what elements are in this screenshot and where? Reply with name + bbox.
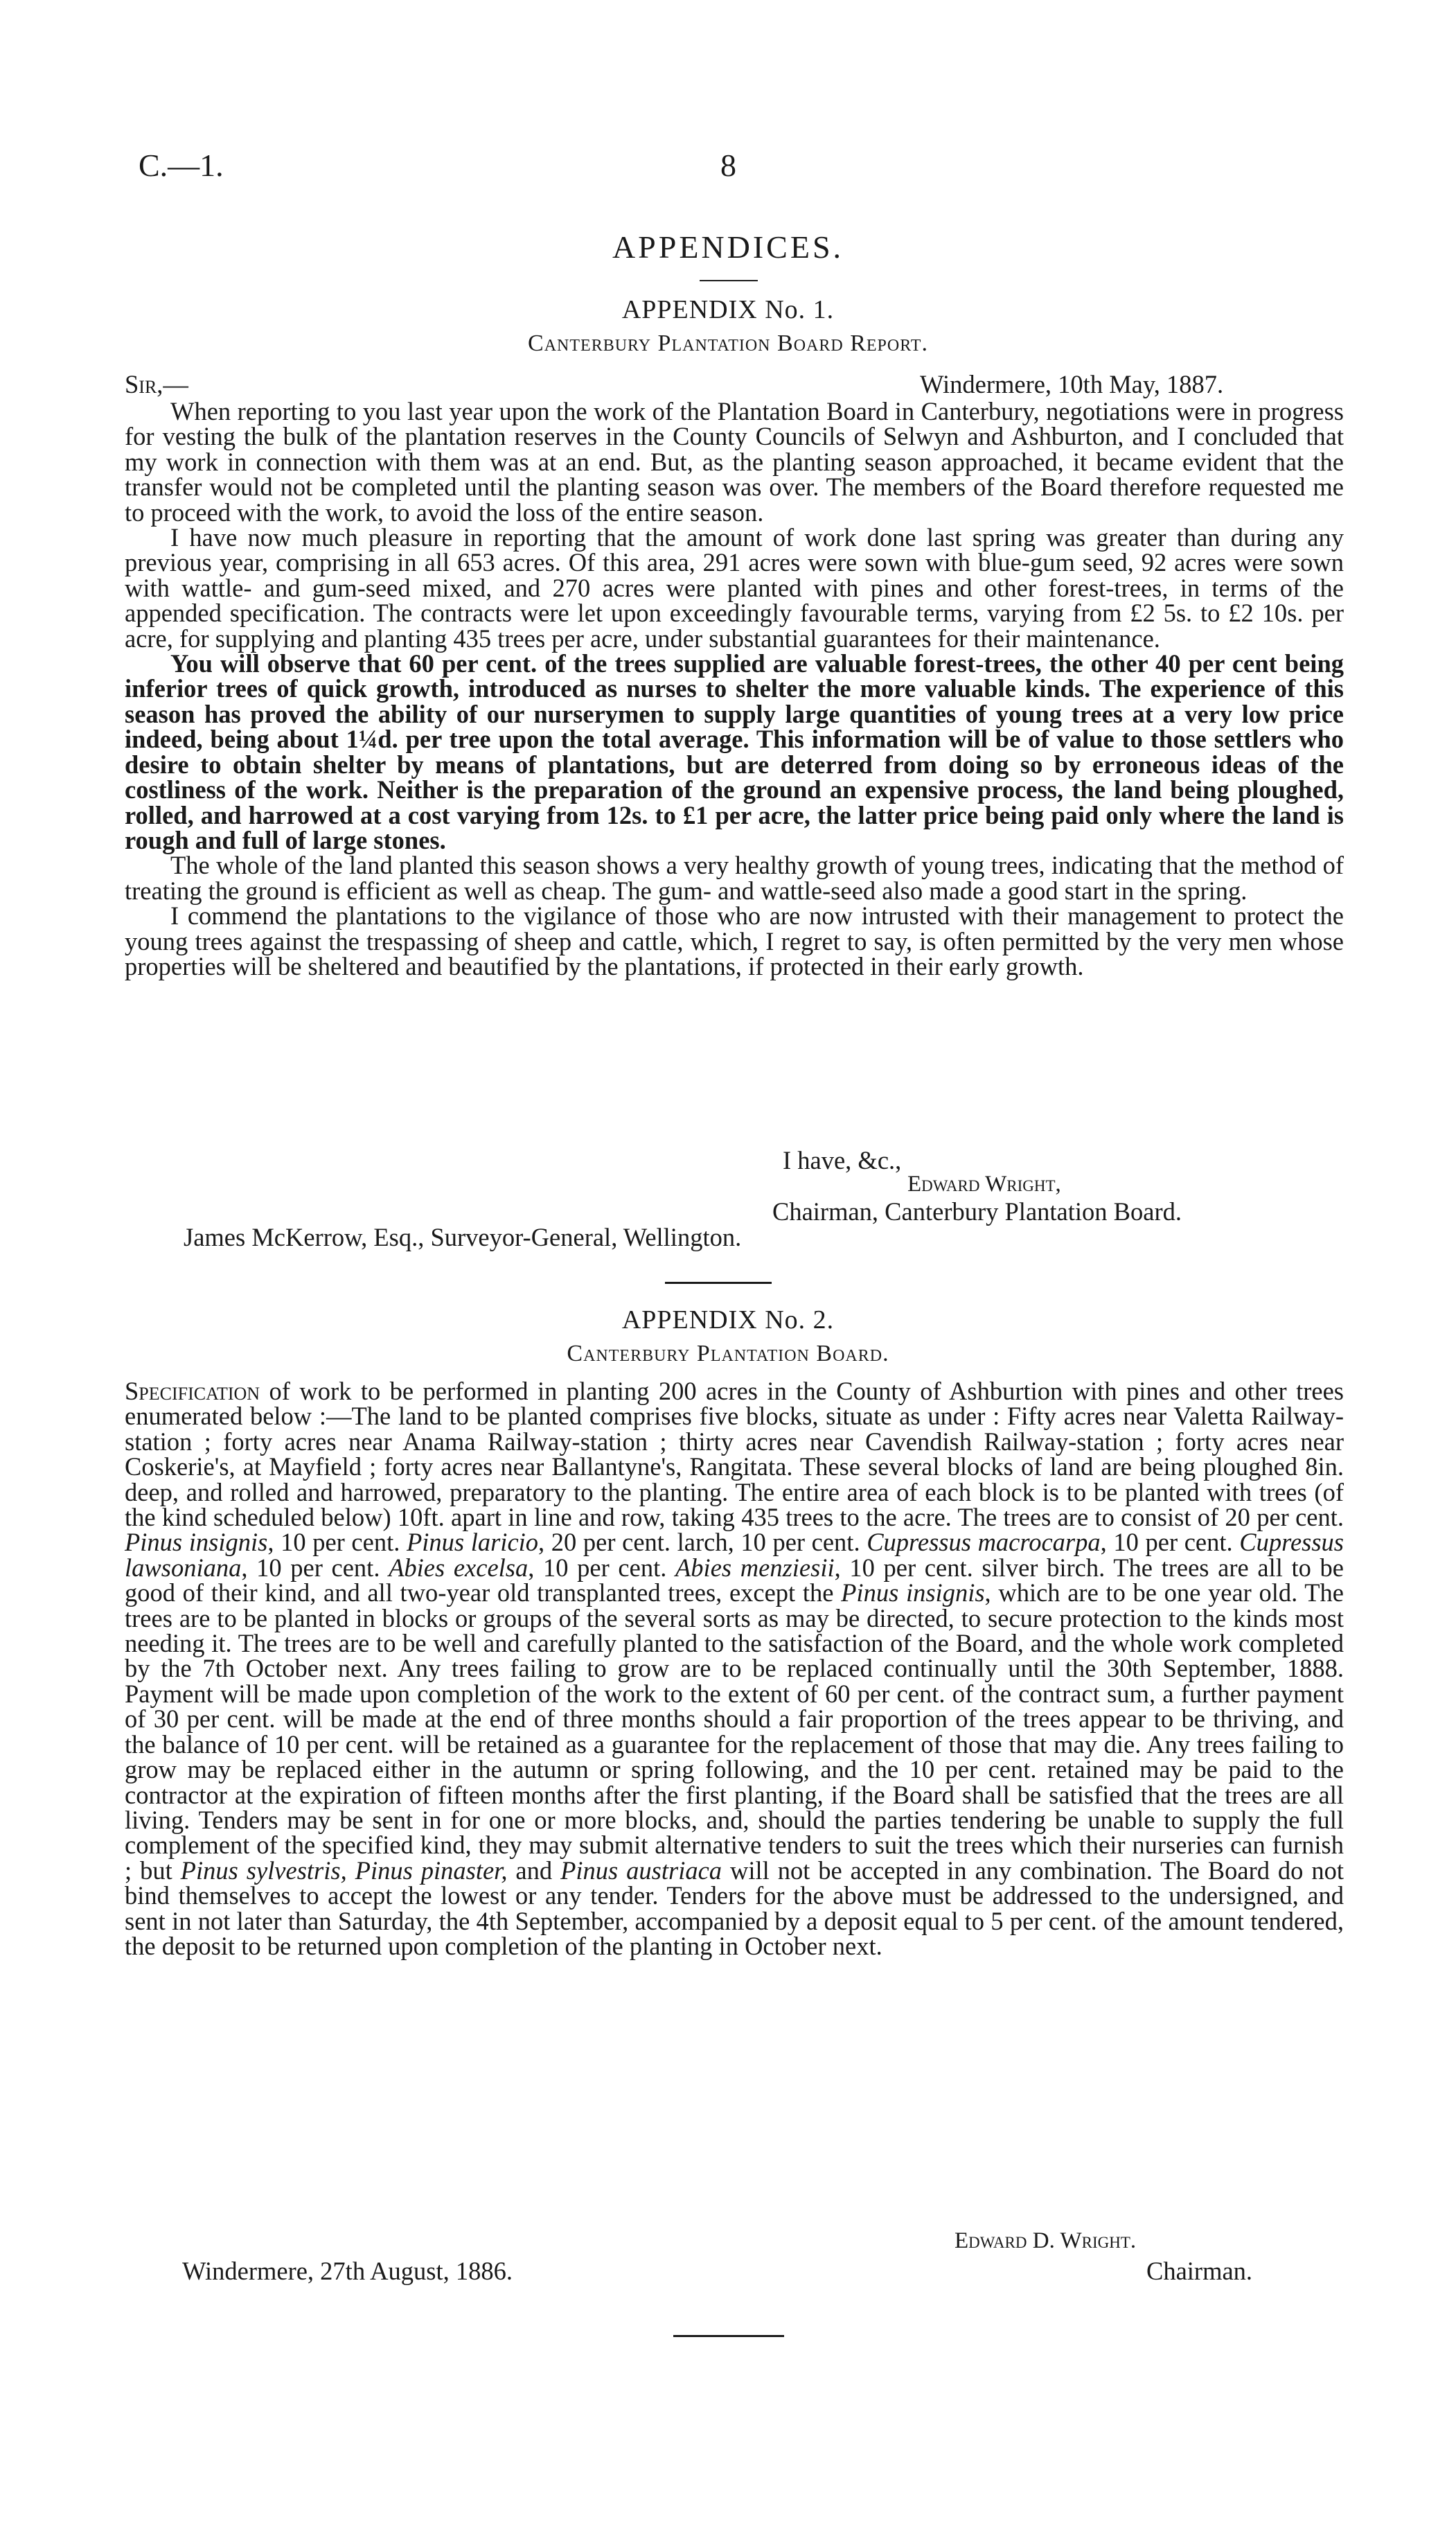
page-title: APPENDICES. <box>612 229 844 265</box>
specification-paragraph <box>125 1379 1344 1959</box>
letter-body <box>125 399 1344 979</box>
letter-signature-title: Chairman, Canterbury Plantation Board. <box>772 1197 1182 1226</box>
specification-body <box>125 1379 1344 1959</box>
letter-paragraph: You will observe that 60 per cent. of the trees supplied are valuable forest-trees, the other 40 per cent being inferior trees of quick growth, introduced as nurses to shelter the more valuable kinds. The experience of this season has proved the ability of our nurserymen to supply large quantities of young trees at a very low price indeed, being about 1¼d. per tree upon the total average. This information will be of value to those settlers who desire to obtain shelter by means of plantations, but are deterred from doing so by erroneous ideas of the costliness of the work. Neither is the preparation of the ground an expensive process, the land being ploughed, rolled, and harrowed at a cost varying from 12s. to £1 per acre, the latter price being paid only where the land is rough and full of large stones. <box>125 649 1344 854</box>
section-divider <box>665 1282 772 1284</box>
spec-text: , 20 per cent. larch, 10 per cent. <box>538 1528 867 1557</box>
species-name: Abies menziesii <box>675 1553 835 1582</box>
appendix-1-heading: APPENDIX No. 1. <box>621 295 835 324</box>
appendix-2-subheading: Canterbury Plantation Board. <box>567 1341 889 1366</box>
appendix-1-subheading: Canterbury Plantation Board Report. <box>528 331 928 356</box>
spec-text: will not be accepted in any combination. The Board do not bind themselves to accept the lowest or any tender. Tenders for the above must be addressed to the undersigned, and sent in not later than Saturday, the 4th September, accompanied by a deposit equal to 5 per cent. of the amount tendered, the deposit to be returned upon completion of the planting in October next. <box>125 1856 1344 1960</box>
specification-place-date: Windermere, 27th August, 1886. <box>182 2257 513 2285</box>
letter-signature: Edward Wright, <box>907 1172 1061 1197</box>
spec-text: , 10 per cent. <box>1100 1528 1240 1557</box>
species-name: Pinus insignis <box>125 1528 268 1557</box>
species-name: Pinus sylvestris, Pinus pinaster, <box>180 1856 508 1885</box>
specification-signature-title: Chairman. <box>1146 2257 1253 2285</box>
appendix-2-heading: APPENDIX No. 2. <box>621 1305 835 1334</box>
letter-paragraph: I commend the plantations to the vigilance of those who are now intrusted with their management to protect the young trees against the trespassing of sheep and cattle, which, I regret to say, is often permitted by the very men whose properties will be sheltered and beautified by the plantations, if protected in their early growth. <box>125 901 1344 980</box>
spec-text: , 10 per cent. <box>267 1528 407 1557</box>
spec-text: , which are to be one year old. The trees are to be planted in blocks or groups of the several sorts as may be directed, to secure protection to the kinds most needing it. The trees are to be well and carefully planted to the satisfaction of the Board, and the whole work completed by the 7th October next. Any trees failing to grow are to be replaced continually until the 30th September, 1888. Payment will be made upon completion of the work to the extent of 60 per cent. of the contract sum, a further payment of 30 per cent. will be made at the end of three months should a fair proportion of the trees appear to be thriving, and the balance of 10 per cent. will be retained as a guarantee for the replacement of those that may die. Any trees failing to grow may be replaced either in the autumn or spring following, and the 10 per cent. retained may be paid to the contractor at the expiration of fifteen months after the first planting, if the Board shall be satisfied that the trees are all living. Tenders may be sent in for one or more blocks, and, should the parties tendering be unable to supply the full complement of the specified kind, they may submit alternative tenders to suit the trees which their nurseries can furnish ; but <box>125 1578 1344 1885</box>
spec-text: , 10 per cent. <box>241 1553 389 1582</box>
spec-text: , 10 per cent. <box>528 1553 676 1582</box>
page-reference: C.—1. <box>139 148 224 183</box>
letter-paragraph: The whole of the land planted this season shows a very healthy growth of young trees, indicating that the method of treating the ground is efficient as well as cheap. The gum- and wattle-seed also made a good start in the spring. <box>125 851 1344 905</box>
page-number: 8 <box>720 148 736 183</box>
letter-paragraph: I have now much pleasure in reporting that the amount of work done last spring was greater than during any previous year, comprising in all 653 acres. Of this area, 291 acres were sown with blue-gum seed, 92 acres were sown with wattle- and gum-seed mixed, and 270 acres were planted with pines and other forest-trees, in terms of the appended specification. The contracts were let upon exceedingly favourable terms, varying from £2 5s. to £2 10s. per acre, for supplying and planting 435 trees per acre, under substantial guarantees for their maintenance. <box>125 523 1344 653</box>
closing-rule <box>673 2335 784 2337</box>
letter-addressee: James McKerrow, Esq., Surveyor-General, Wellington. <box>184 1223 742 1251</box>
species-name: Abies excelsa <box>389 1553 529 1582</box>
letter-closing: I have, &c., <box>783 1146 902 1174</box>
specification-signature: Edward D. Wright. <box>955 2228 1137 2253</box>
species-name: Cupressus lawsoniana <box>125 1528 1344 1582</box>
species-name: Cupressus macrocarpa <box>867 1528 1101 1557</box>
species-name: Pinus insignis <box>841 1578 985 1607</box>
species-name: Pinus austriaca <box>560 1856 722 1885</box>
spec-text: , 10 per cent. silver birch. The trees are all to be good of their kind, and all two-year old transplanted trees, except the <box>125 1553 1344 1607</box>
species-name: Pinus laricio <box>406 1528 539 1557</box>
title-rule <box>700 280 758 281</box>
spec-text: and <box>507 1856 561 1885</box>
salutation: Sir,— <box>125 370 188 398</box>
spec-text: of work to be performed in planting 200 acres in the County of Ashburtion with pines and other trees enumerated below :—The land to be planted comprises five blocks, situate as under : Fifty acres near Valetta Railway-station ; forty acres near Anama Railway-station ; thirty acres near Cavendish Railway-station ; forty acres near Coskerie's, at Mayfield ; forty acres near Ballantyne's, Rangitata. These several blocks of land are being ploughed 8in. deep, and rolled and harrowed, preparatory to the planting. The entire area of each block is to be planted with trees (of the kind scheduled below) 10ft. apart in line and row, taking 435 trees to the acre. The trees are to consist of 20 per cent. <box>125 1377 1344 1532</box>
letter-paragraph: When reporting to you last year upon the work of the Plantation Board in Canterbury, negotiations were in progress for vesting the bulk of the plantation reserves in the County Councils of Selwyn and Ashburton, and I concluded that my work in connection with them was at an end. But, as the planting season approached, it became evident that the transfer would not be completed until the planting season was over. The members of the Board therefore requested me to proceed with the work, to avoid the loss of the entire season. <box>125 397 1344 527</box>
specification-lead: Specification <box>125 1377 260 1405</box>
letter-place-date: Windermere, 10th May, 1887. <box>920 370 1224 398</box>
